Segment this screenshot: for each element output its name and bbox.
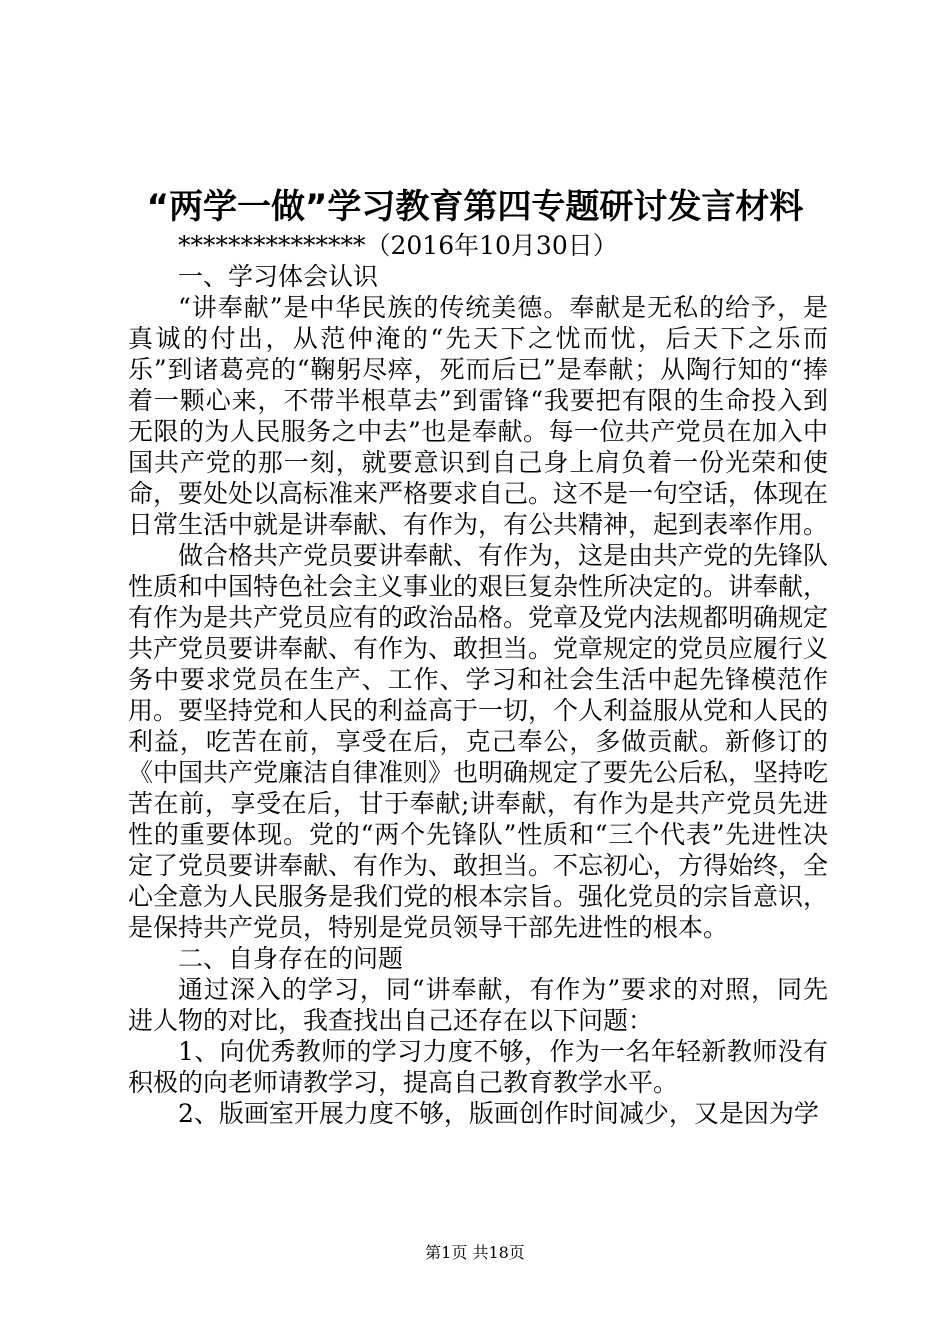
- section-heading-1: 一、学习体会认识: [178, 262, 379, 291]
- paragraph-3: 通过深入的学习，同“讲奉献，有作为”要求的对照，同先进人物的对比，我查找出自己还存在以下问题：: [128, 975, 828, 1035]
- list-item-1: 1、向优秀教师的学习力度不够，作为一名年轻新教师没有积极的向老师请教学习，提高自己教育教学水平。: [128, 1037, 828, 1097]
- paragraph-2: 做合格共产党员要讲奉献、有作为，这是由共产党的先锋队性质和中国特色社会主义事业的艰巨复杂性所决定的。讲奉献，有作为是共产党员应有的政治品格。党章及党内法规都明确规定共产党员要讲奉献、有作为、敢担当。党章规定的党员应履行义务中要求党员在生产、工作、学习和社会生活中起先锋模范作用。要坚持党和人民的利益高于一切，个人利益服从党和人民的利益，吃苦在前，享受在后，克己奉公，多做贡献。新修订的《中国共产党廉洁自律准则》也明确规定了要先公后私，坚持吃苦在前，享受在后，甘于奉献;讲奉献，有作为是共产党员先进性的重要体现。党的“两个先锋队”性质和“三个代表”先进性决定了党员要讲奉献、有作为、敢担当。不忘初心，方得始终，全心全意为人民服务是我们党的根本宗旨。强化党员的宗旨意识，是保持共产党员，特别是党员领导干部先进性的根本。: [128, 541, 829, 942]
- document-title: “两学一做”学习教育第四专题研讨发言材料: [146, 187, 804, 227]
- section-heading-2: 二、自身存在的问题: [178, 944, 404, 973]
- list-item-2: 2、版画室开展力度不够，版画创作时间减少，又是因为学: [178, 1099, 819, 1128]
- page-number: 第1页 共18页: [425, 1243, 525, 1262]
- paragraph-1: “讲奉献”是中华民族的传统美德。奉献是无私的给予，是真诚的付出，从范仲淹的“先天下之忧而忧，后天下之乐而乐”到诸葛亮的“鞠躬尽瘁，死而后已”是奉献；从陶行知的“捧着一颗心来，不带半根草去”到雷锋“我要把有限的生命投入到无限的为人民服务之中去”也是奉献。每一位共产党员在加入中国共产党的那一刻，就要意识到自己身上肩负着一份光荣和使命，要处处以高标准来严格要求自己。这不是一句空话，体现在日常生活中就是讲奉献、有作为，有公共精神，起到表率作用。: [128, 293, 829, 539]
- document-body: [128, 230, 828, 1129]
- byline: ***************（2016年10月30日）: [178, 231, 618, 260]
